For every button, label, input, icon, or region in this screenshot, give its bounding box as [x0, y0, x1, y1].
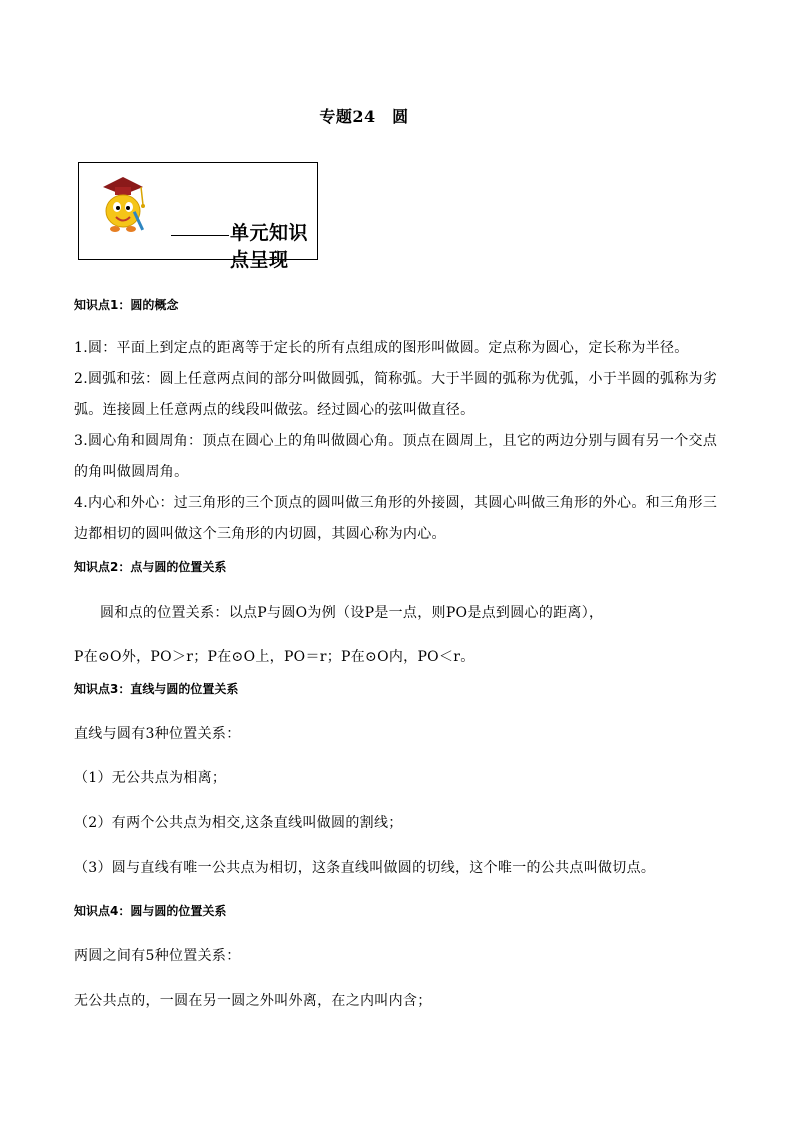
banner-label: 单元知识点呈现 — [230, 222, 309, 271]
section3-item-3: （3）圆与直线有唯一公共点为相切，这条直线叫做圆的切线，这个唯一的公共点叫做切点。 — [74, 860, 656, 876]
graduate-mascot-icon — [93, 171, 163, 241]
section3-heading: 知识点3：直线与圆的位置关系 — [74, 682, 239, 696]
section1-paragraph-3: 3.圆心角和圆周角：顶点在圆心上的角叫做圆心角。顶点在圆周上，且它的两边分别与圆有另一个交点的角叫做圆周角。 — [74, 433, 718, 480]
section4-paragraph-2: 无公共点的，一圆在另一圆之外叫外离，在之内叫内含； — [74, 993, 432, 1009]
section4-heading: 知识点4：圆与圆的位置关系 — [74, 904, 227, 918]
section2-paragraph-2: P在⊙O外，PO＞r；P在⊙O上，PO＝r；P在⊙O内，PO＜r。 — [74, 649, 475, 665]
banner-dash — [171, 235, 229, 236]
page-title: 专题24 圆 — [319, 107, 409, 126]
section3-paragraph-1: 直线与圆有3种位置关系： — [74, 726, 241, 742]
section2-paragraph-1: 圆和点的位置关系：以点P与圆O为例（设P是一点，则PO是点到圆心的距离）， — [100, 605, 604, 621]
section1-paragraph-2: 2.圆弧和弦：圆上任意两点间的部分叫做圆弧，简称弧。大于半圆的弧称为优弧，小于半圆的弧称为劣弧。连接圆上任意两点的线段叫做弦。经过圆心的弦叫做直径。 — [74, 371, 718, 418]
section1-paragraph-4: 4.内心和外心：过三角形的三个顶点的圆叫做三角形的外接圆，其圆心叫做三角形的外心。和三角形三边都相切的圆叫做这个三角形的内切圆，其圆心称为内心。 — [74, 495, 718, 542]
section3-item-2: （2）有两个公共点为相交,这条直线叫做圆的割线； — [74, 815, 403, 831]
section2-heading: 知识点2：点与圆的位置关系 — [74, 560, 227, 574]
section3-item-1: （1）无公共点为相离； — [74, 770, 227, 786]
section-banner — [78, 162, 318, 271]
section1-paragraph-1: 1.圆：平面上到定点的距离等于定长的所有点组成的图形叫做圆。定点称为圆心，定长称为半径。 — [74, 340, 689, 356]
section1-heading: 知识点1：圆的概念 — [74, 298, 179, 312]
section4-paragraph-1: 两圆之间有5种位置关系： — [74, 948, 241, 964]
